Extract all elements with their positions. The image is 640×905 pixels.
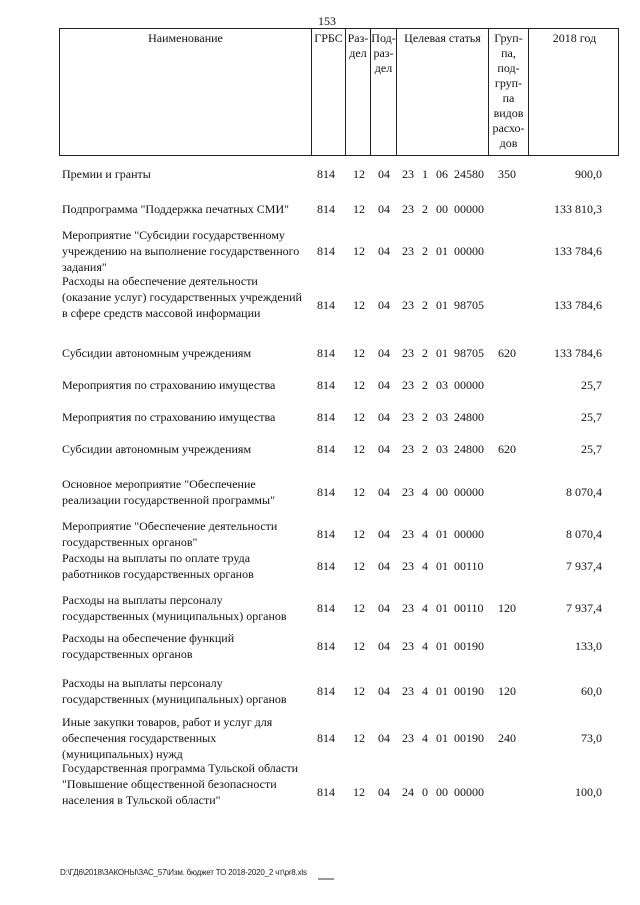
row-cs3: 06 [436,167,448,181]
row-cs3: 03 [436,378,448,392]
row-amount: 7 937,4 [566,559,602,573]
row-name: Расходы на выплаты персоналу государственных (муниципальных) органов [62,593,287,623]
row-razdel: 12 [353,731,365,745]
row-name: Иные закупки товаров, работ и услуг для обеспечения государственных (муниципальных) нужд [62,715,273,761]
table-row [0,166,640,182]
row-podrazdel: 04 [378,527,390,541]
row-name: Субсидии автономным учреждениям [62,442,252,456]
row-amount: 133,0 [575,639,602,653]
header-podrazdel: Под- раз- дел [371,29,397,155]
row-razdel: 12 [353,684,365,698]
scan-mark [318,878,334,880]
row-name: Мероприятия по страхованию имущества [62,410,276,424]
row-podrazdel: 04 [378,167,390,181]
row-amount: 25,7 [581,410,602,424]
header-razdel: Раз- дел [346,29,371,155]
row-grbs: 814 [317,346,335,360]
table-row [0,630,640,662]
row-grbs: 814 [317,410,335,424]
row-cs4: 24580 [454,167,484,181]
row-cs2: 4 [422,601,428,615]
row-cs2: 4 [422,527,428,541]
row-razdel: 12 [353,442,365,456]
row-cs3: 01 [436,527,448,541]
row-amount: 8 070,4 [566,527,602,541]
row-cs1: 23 [402,346,414,360]
row-cs2: 2 [422,298,428,312]
table-row [0,201,640,217]
row-amount: 60,0 [581,684,602,698]
row-cs2: 2 [422,378,428,392]
row-cs3: 01 [436,601,448,615]
row-podrazdel: 04 [378,684,390,698]
row-razdel: 12 [353,559,365,573]
row-razdel: 12 [353,785,365,799]
row-amount: 133 784,6 [554,244,602,258]
row-name: Подпрограмма "Поддержка печатных СМИ" [62,202,290,216]
row-razdel: 12 [353,202,365,216]
row-grbs: 814 [317,527,335,541]
row-cs4: 00000 [454,527,484,541]
row-cs1: 23 [402,527,414,541]
row-razdel: 12 [353,527,365,541]
header-year: 2018 год [552,31,597,45]
row-cs4: 00000 [454,485,484,499]
row-cs4: 00000 [454,785,484,799]
row-cs1: 23 [402,244,414,258]
row-group: 620 [498,442,516,456]
row-amount: 133 810,3 [554,202,602,216]
row-cs2: 4 [422,485,428,499]
row-cs3: 01 [436,244,448,258]
row-cs2: 2 [422,202,428,216]
row-cs3: 00 [436,202,448,216]
row-cs1: 23 [402,167,414,181]
row-razdel: 12 [353,378,365,392]
row-name: Мероприятие "Субсидии государственному учреждению на выполнение государственного задания" [62,228,300,274]
header-grbs: ГРБС [312,29,346,155]
row-cs3: 00 [436,485,448,499]
row-cs1: 23 [402,639,414,653]
row-cs4: 00000 [454,378,484,392]
row-cs2: 4 [422,559,428,573]
row-name: Расходы на обеспечение деятельности (оказание услуг) государственных учреждений в сфере средств массовой информации [62,274,302,320]
row-cs2: 4 [422,684,428,698]
row-podrazdel: 04 [378,410,390,424]
header-group: Груп- па, под- груп- па видов расхо- дов [489,29,529,155]
row-cs1: 23 [402,601,414,615]
row-cs3: 01 [436,639,448,653]
table-row [0,476,640,508]
row-cs1: 23 [402,442,414,456]
row-amount: 100,0 [575,785,602,799]
table-row [0,592,640,624]
row-group: 120 [498,601,516,615]
row-group: 240 [498,731,516,745]
row-cs4: 00110 [454,601,484,615]
row-cs4: 00190 [454,684,484,698]
table-row [0,760,640,824]
row-cs1: 23 [402,298,414,312]
row-cs3: 03 [436,410,448,424]
row-podrazdel: 04 [378,559,390,573]
row-cs2: 2 [422,244,428,258]
row-podrazdel: 04 [378,298,390,312]
row-name: Государственная программа Тульской области "Повышение общественной безопасности населения в Тульской области" [62,761,299,807]
row-podrazdel: 04 [378,785,390,799]
row-podrazdel: 04 [378,378,390,392]
row-cs2: 2 [422,346,428,360]
row-grbs: 814 [317,167,335,181]
row-cs3: 01 [436,684,448,698]
table-header [59,28,619,156]
row-cs3: 01 [436,346,448,360]
row-razdel: 12 [353,410,365,424]
row-name: Премии и гранты [62,167,151,181]
table-row [0,409,640,425]
row-cs1: 23 [402,485,414,499]
table-row [0,550,640,582]
file-path-footer: D:\ГД6\2018\ЗАКОНЫ\ЗАС_57\Изм. бюджет ТО 2018-2020_2 чт\pr8.xls [60,868,307,877]
row-grbs: 814 [317,785,335,799]
row-cs4: 98705 [454,346,484,360]
row-name: Расходы на обеспечение функций государственных органов [62,631,235,661]
row-podrazdel: 04 [378,244,390,258]
row-grbs: 814 [317,485,335,499]
table-row [0,345,640,361]
row-cs2: 2 [422,410,428,424]
header-name: Наименование [60,29,312,155]
row-cs2: 4 [422,639,428,653]
row-cs1: 23 [402,559,414,573]
row-razdel: 12 [353,298,365,312]
row-name: Мероприятия по страхованию имущества [62,378,276,392]
row-cs2: 0 [422,785,428,799]
row-amount: 133 784,6 [554,346,602,360]
table-row [0,273,640,337]
row-grbs: 814 [317,731,335,745]
row-podrazdel: 04 [378,731,390,745]
row-name: Субсидии автономным учреждениям [62,346,252,360]
row-grbs: 814 [317,298,335,312]
row-name: Мероприятие "Обеспечение деятельности государственных органов" [62,519,278,549]
row-name: Расходы на выплаты персоналу государственных (муниципальных) органов [62,676,287,706]
table-row [0,714,640,762]
row-group: 620 [498,346,516,360]
header-target-article: Целевая статья [397,29,489,155]
row-name: Расходы на выплаты по оплате труда работников государственных органов [62,551,254,581]
table-row [0,377,640,393]
row-amount: 8 070,4 [566,485,602,499]
row-cs4: 98705 [454,298,484,312]
row-podrazdel: 04 [378,639,390,653]
row-podrazdel: 04 [378,442,390,456]
row-cs4: 00110 [454,559,484,573]
row-cs3: 03 [436,442,448,456]
row-cs2: 4 [422,731,428,745]
row-amount: 7 937,4 [566,601,602,615]
row-cs3: 00 [436,785,448,799]
table-row [0,518,640,550]
row-cs3: 01 [436,731,448,745]
row-razdel: 12 [353,167,365,181]
row-grbs: 814 [317,639,335,653]
row-group: 120 [498,684,516,698]
row-cs1: 23 [402,202,414,216]
row-podrazdel: 04 [378,485,390,499]
row-cs1: 23 [402,410,414,424]
row-grbs: 814 [317,601,335,615]
row-cs1: 24 [402,785,414,799]
row-grbs: 814 [317,442,335,456]
row-cs3: 01 [436,298,448,312]
row-razdel: 12 [353,485,365,499]
row-grbs: 814 [317,202,335,216]
row-amount: 900,0 [575,167,602,181]
row-podrazdel: 04 [378,346,390,360]
row-cs4: 00190 [454,731,484,745]
row-cs1: 23 [402,731,414,745]
row-cs3: 01 [436,559,448,573]
table-row [0,675,640,707]
table-row [0,227,640,275]
row-cs4: 24800 [454,410,484,424]
row-amount: 25,7 [581,378,602,392]
row-grbs: 814 [317,559,335,573]
row-cs4: 00000 [454,244,484,258]
row-name: Основное мероприятие "Обеспечение реализации государственной программы" [62,477,275,507]
row-cs1: 23 [402,378,414,392]
row-amount: 133 784,6 [554,298,602,312]
row-grbs: 814 [317,244,335,258]
row-razdel: 12 [353,346,365,360]
row-cs2: 2 [422,442,428,456]
row-grbs: 814 [317,684,335,698]
table-row [0,441,640,457]
row-cs4: 24800 [454,442,484,456]
row-grbs: 814 [317,378,335,392]
row-cs1: 23 [402,684,414,698]
row-amount: 73,0 [581,731,602,745]
row-amount: 25,7 [581,442,602,456]
row-podrazdel: 04 [378,601,390,615]
row-podrazdel: 04 [378,202,390,216]
row-cs2: 1 [422,167,428,181]
row-razdel: 12 [353,601,365,615]
page-number: 153 [318,14,336,28]
row-group: 350 [498,167,516,181]
row-cs4: 00190 [454,639,484,653]
row-razdel: 12 [353,244,365,258]
row-cs4: 00000 [454,202,484,216]
row-razdel: 12 [353,639,365,653]
